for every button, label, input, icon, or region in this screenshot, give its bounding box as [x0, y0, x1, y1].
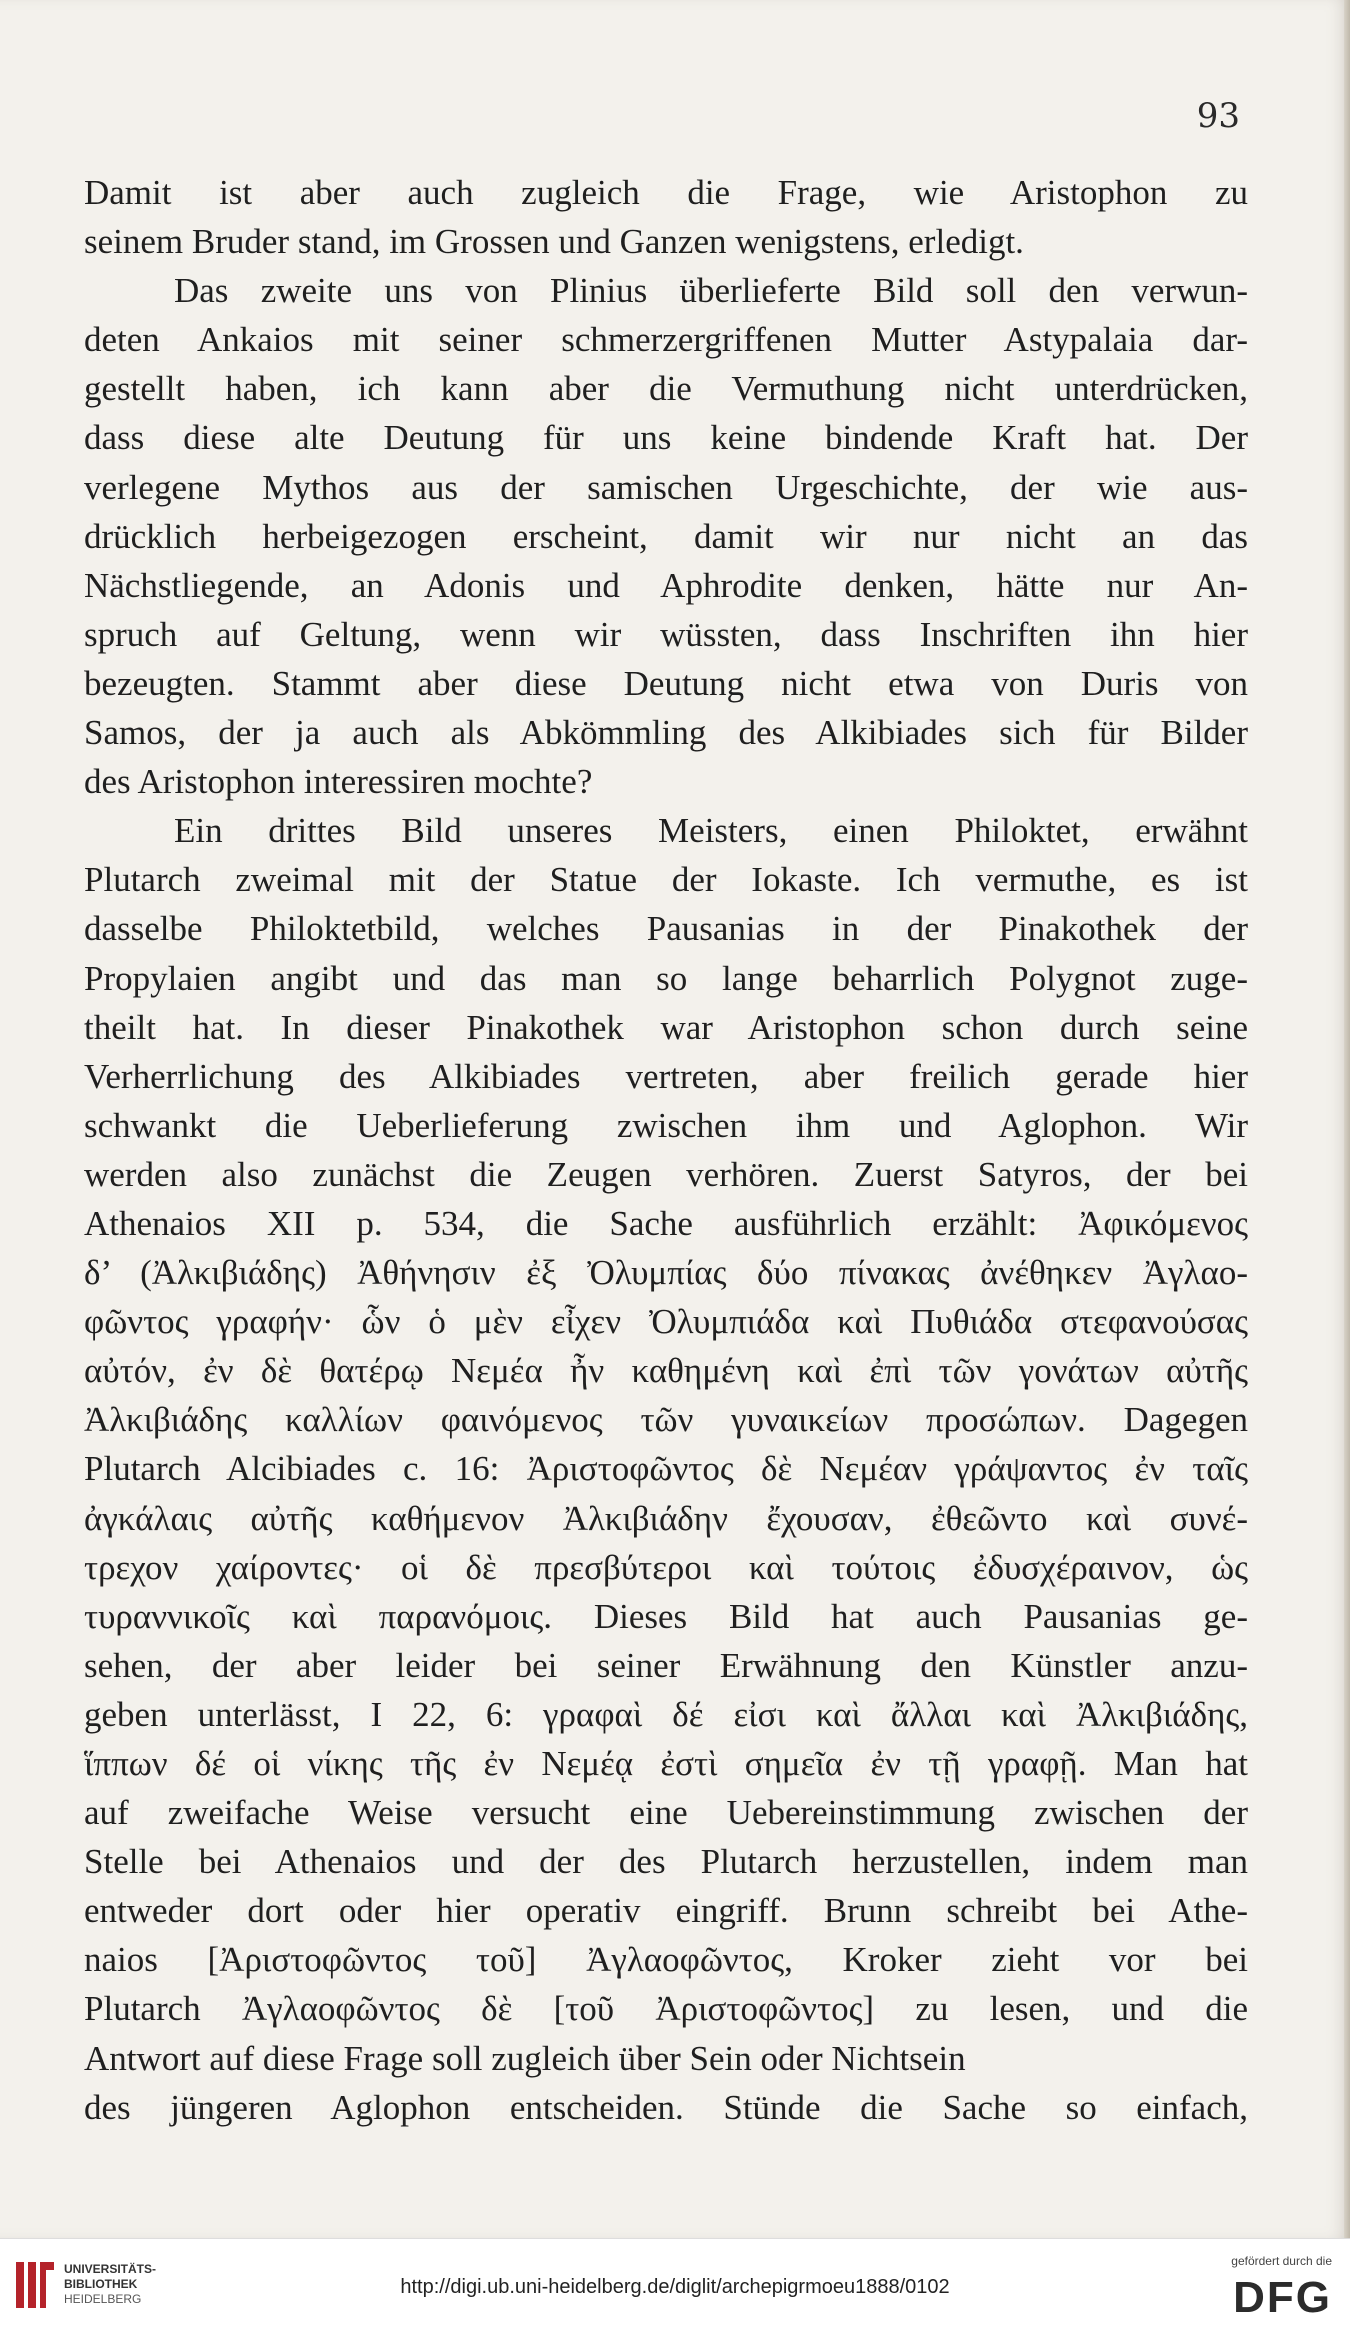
text-line: Athenaios XII p. 534, die Sache ausführlich erzählt: Ἀφικόμενος — [84, 1203, 1248, 1243]
page-edge-shadow — [1344, 0, 1350, 2238]
university-name: UNIVERSITÄTS- BIBLIOTHEK HEIDELBERG — [64, 2262, 157, 2306]
dfg-logo-icon — [1180, 2272, 1332, 2316]
text-line: dass diese alte Deutung für uns keine bindende Kraft hat. Der — [84, 418, 1248, 458]
text-line: Verherrlichung des Alkibiades vertreten, aber freilich gerade hier — [84, 1056, 1248, 1096]
text-line: schwankt die Ueberlieferung zwischen ihm und Aglophon. Wir — [84, 1105, 1248, 1145]
text-line: Ἀλκιβιάδης καλλίων φαινόμενος τῶν γυναικείων προσώπων. Dagegen — [84, 1400, 1248, 1440]
text-line: φῶντος γραφήν· ὧν ὁ μὲν εἶχεν Ὀλυμπιάδα καὶ Πυθιάδα στεφανούσας — [84, 1302, 1248, 1342]
text-line: Das zweite uns von Plinius überlieferte Bild soll den verwun- — [174, 271, 1248, 311]
text-line: Damit ist aber auch zugleich die Frage, wie Aristophon zu — [84, 173, 1248, 212]
permalink-url[interactable]: http://digi.ub.uni-heidelberg.de/diglit/archepigrmoeu1888/0102 — [400, 2276, 950, 2298]
text-line: Nächstliegende, an Adonis und Aphrodite denken, hätte nur An- — [84, 565, 1248, 605]
text-line: sehen, der aber leider bei seiner Erwähnung den Künstler anzu- — [84, 1645, 1248, 1685]
text-line: ἵππων δέ οἱ νίκης τῆς ἐν Νεμέᾳ ἐστὶ σημεῖα ἐν τῇ γραφῇ. Man hat — [84, 1744, 1248, 1783]
text-line: spruch auf Geltung, wenn wir wüssten, dass Inschriften ihn hier — [84, 614, 1248, 654]
funded-by-label: gefördert durch die — [1231, 2254, 1332, 2268]
text-line: geben unterlässt, I 22, 6: γραφαὶ δέ εἰσι καὶ ἄλλαι καὶ Ἀλκιβιάδης, — [84, 1694, 1248, 1734]
text-line: bezeugten. Stammt aber diese Deutung nicht etwa von Duris von — [84, 663, 1248, 703]
text-line: drücklich herbeigezogen erscheint, damit wir nur nicht an das — [84, 516, 1248, 556]
text-line: Plutarch Ἀγλαοφῶντος δὲ [τοῦ Ἀριστοφῶντος] zu lesen, und die — [84, 1989, 1248, 2029]
university-logo-icon — [14, 2258, 56, 2312]
text-line: δ’ (Ἀλκιβιάδης) Ἀθήνησιν ἐξ Ὀλυμπίας δύο πίνακας ἀνέθηκεν Ἀγλαο- — [84, 1253, 1248, 1293]
text-line: Plutarch Alcibiades c. 16: Ἀριστοφῶντος δὲ Νεμέαν γράψαντος ἐν ταῖς — [84, 1449, 1248, 1489]
text-line: des jüngeren Aglophon entscheiden. Stünde die Sache so einfach, — [84, 2087, 1248, 2127]
text-line: deten Ankaios mit seiner schmerzergriffenen Mutter Astypalaia dar- — [84, 320, 1248, 360]
text-line: verlegene Mythos aus der samischen Urgeschichte, der wie aus- — [84, 467, 1248, 507]
text-line: Stelle bei Athenaios und der des Plutarch herzustellen, indem man — [84, 1842, 1248, 1882]
text-line: Propylaien angibt und das man so lange beharrlich Polygnot zuge- — [84, 958, 1248, 998]
text-line: Antwort auf diese Frage soll zugleich über Sein oder Nichtsein — [84, 2038, 966, 2078]
text-line: τρεχον χαίροντες· οἱ δὲ πρεσβύτεροι καὶ τούτοις ἐδυσχέραινον, ὡς — [84, 1547, 1248, 1587]
text-line: theilt hat. In dieser Pinakothek war Aristophon schon durch seine — [84, 1007, 1248, 1047]
text-line: werden also zunächst die Zeugen verhören. Zuerst Satyros, der bei — [84, 1154, 1248, 1194]
text-line: Samos, der ja auch als Abkömmling des Alkibiades sich für Bilder — [84, 713, 1248, 753]
text-line: gestellt haben, ich kann aber die Vermuthung nicht unterdrücken, — [84, 369, 1248, 409]
body-text — [84, 168, 1248, 2132]
text-line: auf zweifache Weise versucht eine Uebereinstimmung zwischen der — [84, 1793, 1248, 1833]
svg-text:DFG: DFG — [1233, 2273, 1332, 2316]
text-line: τυραννικοῖς καὶ παρανόμοις. Dieses Bild hat auch Pausanias ge- — [84, 1596, 1248, 1636]
text-line: Ein drittes Bild unseres Meisters, einen Philoktet, erwähnt — [174, 811, 1248, 851]
text-line: entweder dort oder hier operativ eingriff. Brunn schreibt bei Athe- — [84, 1891, 1248, 1931]
text-line: Plutarch zweimal mit der Statue der Iokaste. Ich vermuthe, es ist — [84, 860, 1248, 900]
text-line: αὐτόν, ἐν δὲ θατέρῳ Νεμέα ἦν καθημένη καὶ ἐπὶ τῶν γονάτων αὐτῆς — [84, 1351, 1248, 1391]
text-line: ἀγκάλαις αὐτῆς καθήμενον Ἀλκιβιάδην ἔχουσαν, ἐθεῶντο καὶ συνέ- — [84, 1498, 1248, 1538]
text-line: naios [Ἀριστοφῶντος τοῦ] Ἀγλαοφῶντος, Kroker zieht vor bei — [84, 1940, 1248, 1980]
text-line: des Aristophon interessiren mochte? — [84, 762, 593, 802]
text-line: seinem Bruder stand, im Grossen und Ganzen wenigstens, erledigt. — [84, 222, 1024, 262]
text-line: dasselbe Philoktetbild, welches Pausanias in der Pinakothek der — [84, 909, 1248, 949]
page-number: 93 — [1196, 96, 1240, 136]
